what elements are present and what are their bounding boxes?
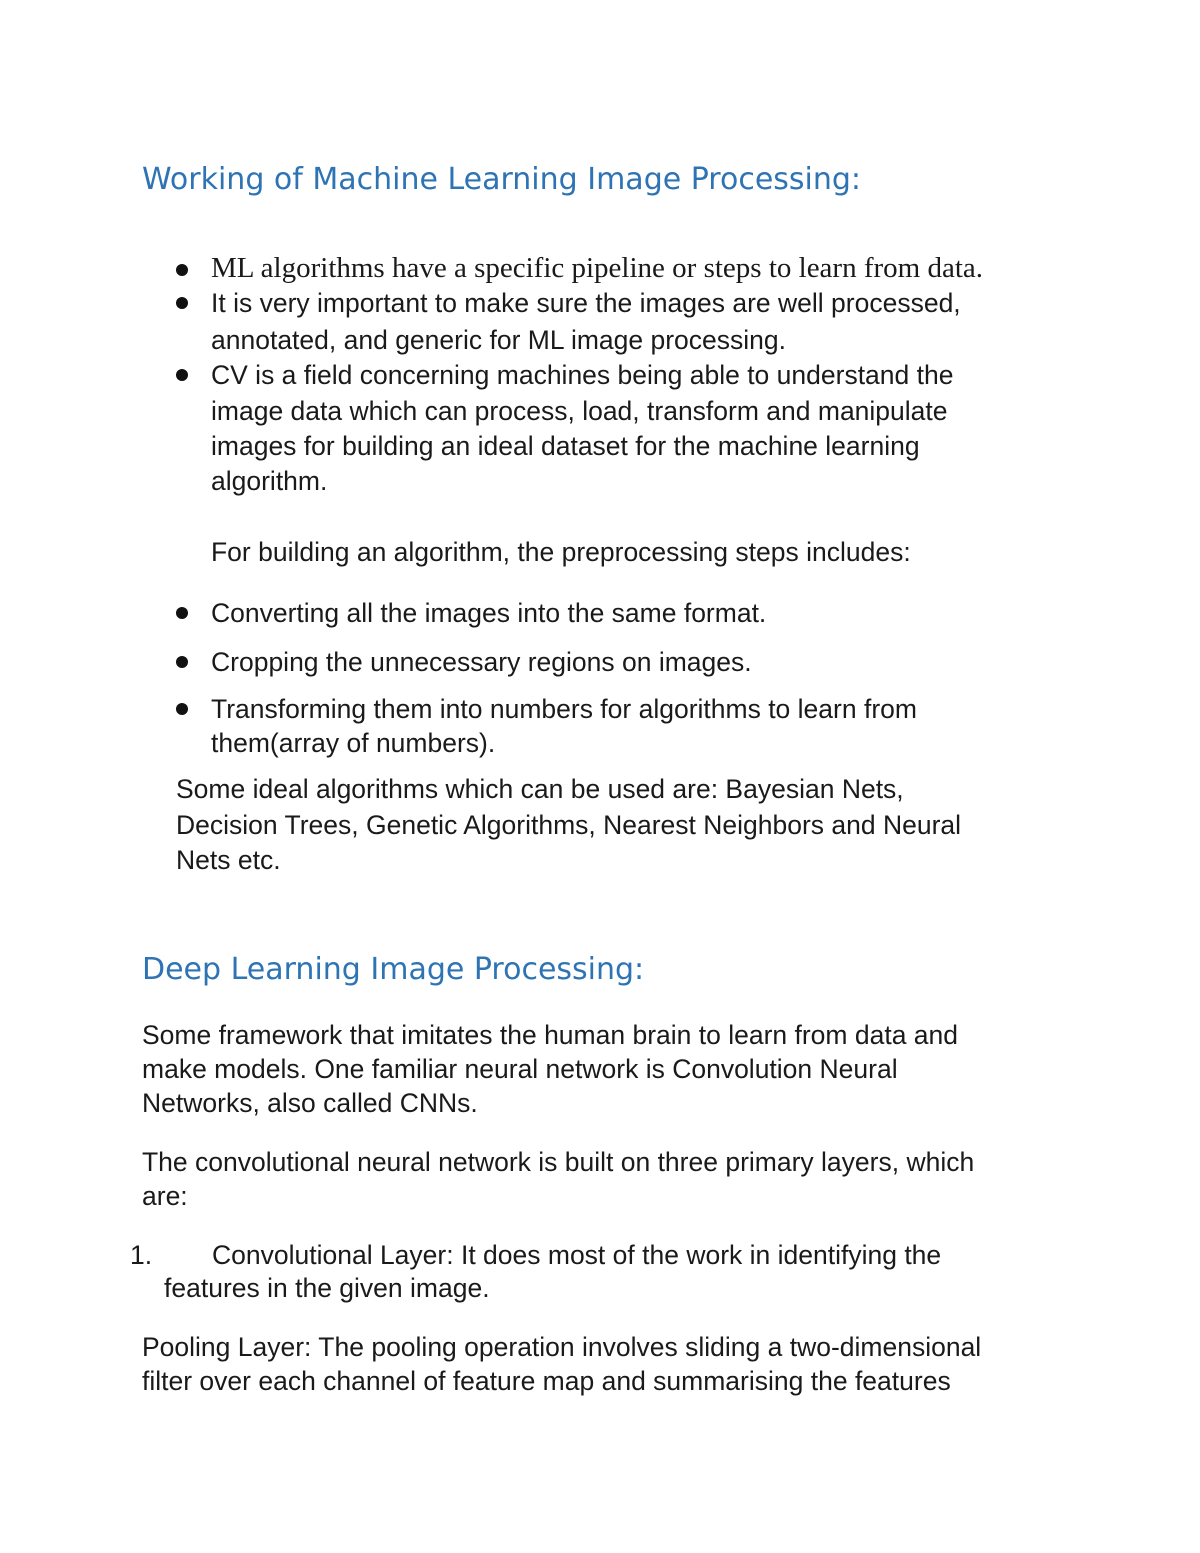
paragraph-line: make models. One familiar neural network is Convolution Neural bbox=[142, 1054, 898, 1084]
summary-line: Decision Trees, Genetic Algorithms, Nearest Neighbors and Neural bbox=[176, 810, 962, 840]
list-item-line: annotated, and generic for ML image processing. bbox=[211, 325, 787, 355]
bullet-icon bbox=[176, 607, 188, 619]
bullet-icon bbox=[176, 703, 188, 715]
paragraph-line: The convolutional neural network is built on three primary layers, which bbox=[142, 1147, 975, 1177]
list-item-line: CV is a field concerning machines being able to understand the bbox=[211, 360, 954, 390]
list-item: Cropping the unnecessary regions on images. bbox=[211, 647, 752, 677]
paragraph-line: filter over each channel of feature map and summarising the features bbox=[142, 1366, 951, 1396]
section-heading: Deep Learning Image Processing: bbox=[142, 952, 645, 987]
list-item-line: It is very important to make sure the images are well processed, bbox=[211, 288, 961, 318]
list-item: ML algorithms have a specific pipeline or steps to learn from data. bbox=[211, 252, 984, 284]
preprocessing-intro: For building an algorithm, the preprocessing steps includes: bbox=[211, 537, 911, 567]
list-item-line: Transforming them into numbers for algorithms to learn from bbox=[211, 694, 917, 724]
list-item-line: image data which can process, load, transform and manipulate bbox=[211, 396, 948, 426]
paragraph-line: are: bbox=[142, 1181, 188, 1211]
bullet-icon bbox=[176, 656, 188, 668]
section-heading: Working of Machine Learning Image Processing: bbox=[142, 162, 862, 197]
list-item: Converting all the images into the same format. bbox=[211, 598, 767, 628]
paragraph-line: Networks, also called CNNs. bbox=[142, 1088, 478, 1118]
paragraph-line: Pooling Layer: The pooling operation involves sliding a two-dimensional bbox=[142, 1332, 982, 1362]
bullet-icon bbox=[176, 369, 188, 381]
summary-line: Some ideal algorithms which can be used are: Bayesian Nets, bbox=[176, 774, 904, 804]
bullet-icon bbox=[176, 297, 188, 309]
list-item-line: them(array of numbers). bbox=[211, 728, 496, 758]
list-number: 1. bbox=[130, 1240, 153, 1270]
list-item-line: algorithm. bbox=[211, 466, 328, 496]
list-item-line: Convolutional Layer: It does most of the work in identifying the bbox=[212, 1240, 942, 1270]
bullet-icon bbox=[176, 264, 188, 276]
paragraph-line: Some framework that imitates the human brain to learn from data and bbox=[142, 1020, 959, 1050]
summary-line: Nets etc. bbox=[176, 845, 281, 875]
list-item-line: images for building an ideal dataset for the machine learning bbox=[211, 431, 920, 461]
list-item-line: features in the given image. bbox=[164, 1273, 490, 1303]
